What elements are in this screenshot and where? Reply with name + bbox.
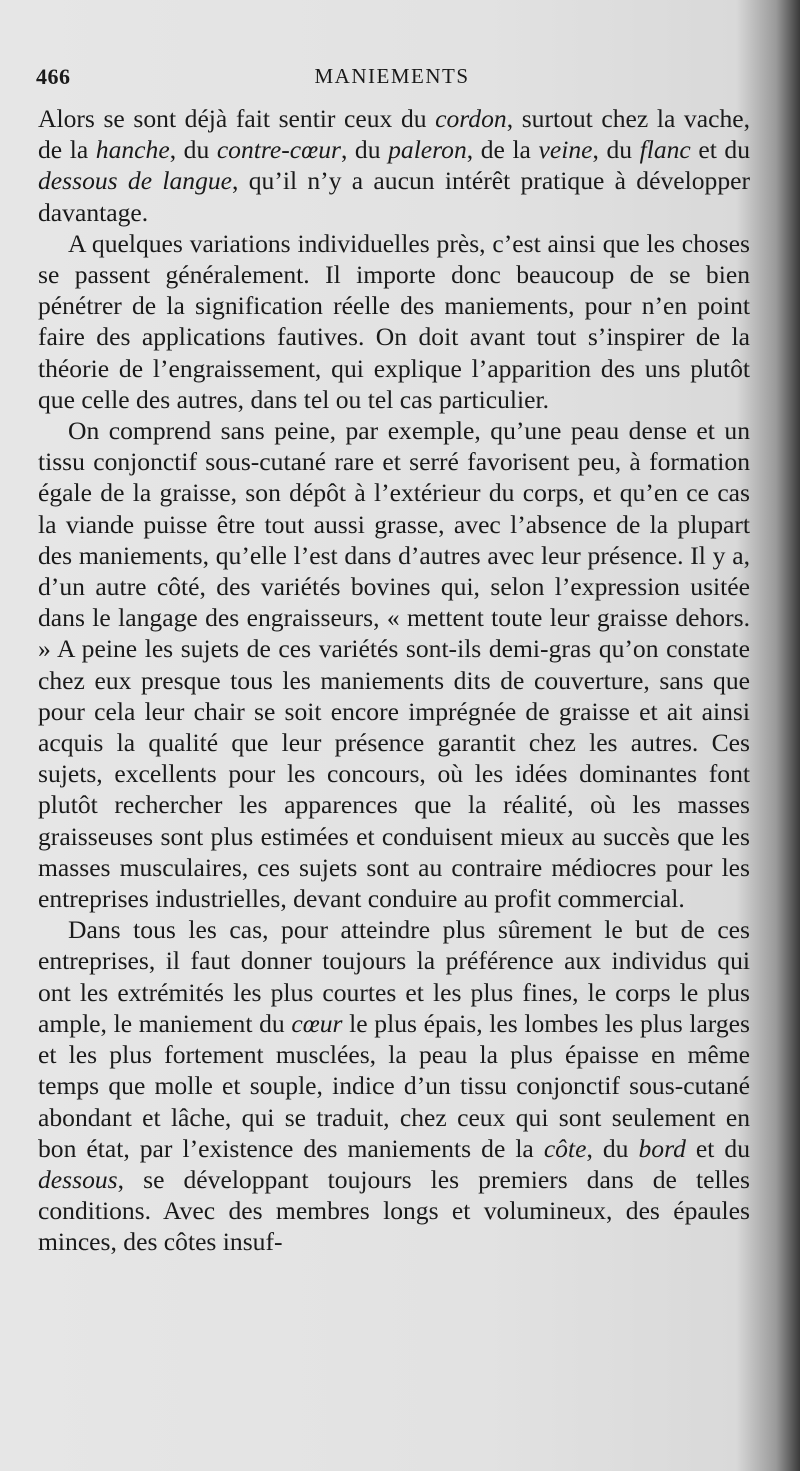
text-run: , surtout chez la vache, de la xyxy=(38,104,751,165)
text-run: Dans tous les cas, pour atteindre plus sûrement le but de ces entreprises, il faut donner toujours la préférence aux individus qui ont les extrémités les plus courtes et les plus fines, le corps le plus ample, le maniement du xyxy=(38,915,750,1038)
paragraph xyxy=(38,914,750,1257)
text-run: et du xyxy=(685,1133,750,1163)
italic-term: contre-cœur xyxy=(216,135,341,165)
text-run: le plus épais, les lombes les plus larges et les plus fortement musclées, la peau la plus épaisse en même temps que molle et souple, indice d’un tissu conjonctif sous-cutané abondant et lâche, qui se traduit, chez ceux qui sont seulement en bon état, par l’existence des maniements de la xyxy=(38,1008,750,1163)
text-run: , se développant toujours les premiers dans de telles conditions. Avec des membres longs et volumineux, des épaules minces, des côtes insuf- xyxy=(38,1164,750,1257)
paragraph xyxy=(38,103,750,228)
paragraph xyxy=(38,228,750,415)
running-title: MANIEMENTS xyxy=(314,64,470,88)
text-run: A quelques variations individuelles près, c’est ainsi que les choses se passent généralement. Il importe donc beaucoup de se bien pénétrer de la signification réelle des maniements, pour n’en point faire des applications fautives. On doit avant tout s’inspirer de la théorie de l’engraissement, qui explique l’apparition des uns plutôt que celle des autres, dans tel ou tel cas particulier. xyxy=(38,228,750,414)
text-run: , de la xyxy=(466,135,539,165)
text-run: Alors se sont déjà fait sentir ceux du xyxy=(38,104,436,133)
italic-term: côte xyxy=(543,1133,587,1163)
text-run: et du xyxy=(690,135,750,165)
text-run: , du xyxy=(340,135,389,165)
italic-term: cordon xyxy=(435,104,507,133)
italic-term: hanche xyxy=(95,135,170,165)
italic-term: bord xyxy=(638,1133,686,1163)
text-run: , du xyxy=(169,135,217,165)
italic-term: dessous de langue xyxy=(38,166,233,196)
italic-term: flanc xyxy=(639,135,691,165)
text-run: , du xyxy=(586,1133,639,1163)
paragraph xyxy=(38,415,750,914)
body-text xyxy=(38,103,750,1258)
italic-term: dessous xyxy=(38,1164,118,1194)
text-run: On comprend sans peine, par exemple, qu’une peau dense et un tissu conjonctif sous-cutané rare et serré favorisent peu, à formation égale de la graisse, son dépôt à l’extérieur du corps, et qu’en ce cas la viande puisse être tout aussi grasse, avec l’absence de la plupart des maniements, qu’elle l’est dans d’autres avec leur présence. Il y a, d’un autre côté, des variétés bovines qui, selon l’expression usitée dans le langage des engraisseurs, « mettent toute leur graisse dehors. » A peine les sujets de ces variétés sont-ils demi-gras qu’on constate chez eux presque tous les maniements dits de couverture, sans que pour cela leur chair se soit encore imprégnée de graisse et ait ainsi acquis la qualité que leur présence garantit chez les autres. Ces sujets, excellents pour les concours, où les idées dominantes font plutôt rechercher les apparences que la réalité, où les masses graisseuses sont plus estimées et conduisent mieux au succès que les masses musculaires, ces sujets sont au contraire médiocres pour les entreprises industrielles, devant conduire au profit commercial. xyxy=(38,416,750,914)
page-header xyxy=(36,58,748,98)
page-number: 466 xyxy=(36,64,71,89)
italic-term: paleron xyxy=(388,135,467,165)
italic-term: cœur xyxy=(291,1008,343,1038)
text-run: , qu’il n’y a aucun intérêt pratique à développer davantage. xyxy=(38,166,751,227)
italic-term: veine xyxy=(538,135,593,165)
text-run: , du xyxy=(592,135,640,165)
